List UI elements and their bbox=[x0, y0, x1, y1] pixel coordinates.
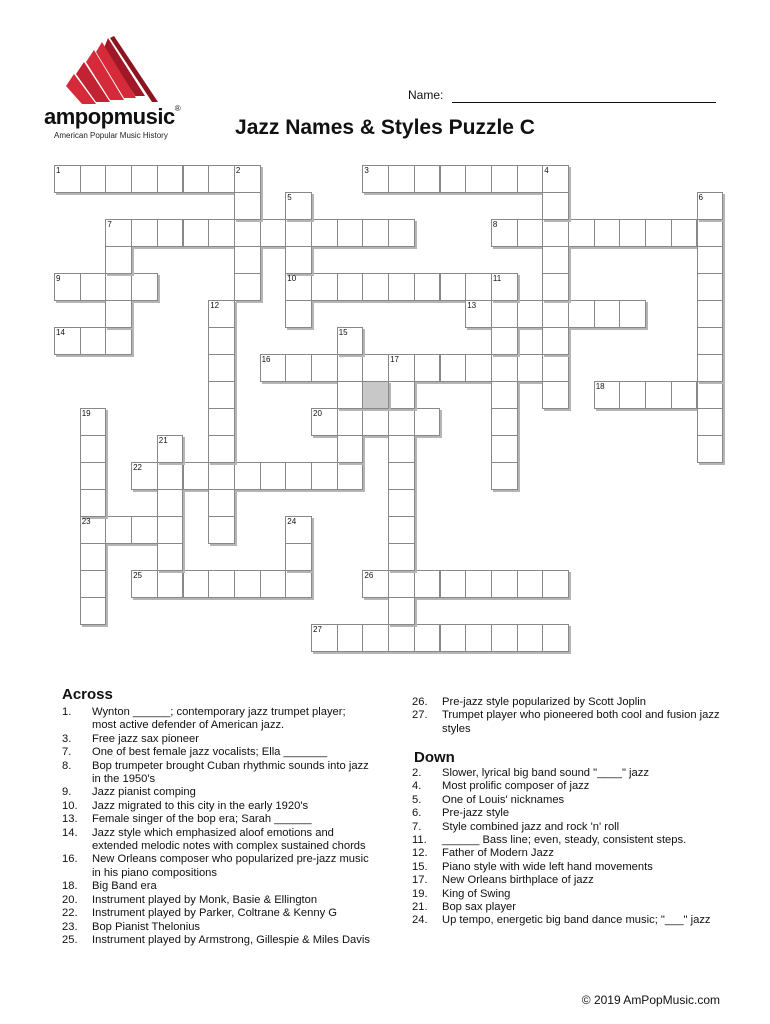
grid-cell[interactable] bbox=[208, 327, 235, 355]
grid-cell[interactable] bbox=[208, 219, 235, 247]
clue-number-25: 25 bbox=[133, 571, 142, 580]
clue-number: 22. bbox=[62, 907, 78, 920]
grid-cell[interactable] bbox=[697, 354, 724, 382]
clue-text: Pre-jazz style bbox=[442, 807, 510, 820]
clue-number: 21. bbox=[412, 901, 428, 914]
grid-cell[interactable] bbox=[388, 489, 415, 517]
grid-cell[interactable] bbox=[491, 624, 518, 652]
grid-cell[interactable] bbox=[260, 462, 287, 490]
grid-cell[interactable] bbox=[542, 219, 569, 247]
grid-cell[interactable] bbox=[619, 219, 646, 247]
grid-cell[interactable] bbox=[414, 624, 441, 652]
grid-cell[interactable] bbox=[388, 165, 415, 193]
clue-number-5: 5 bbox=[287, 193, 292, 202]
clue-text: Father of Modern Jazz bbox=[442, 847, 554, 860]
clue-item bbox=[62, 894, 372, 907]
grid-cell[interactable] bbox=[491, 327, 518, 355]
grid-cell[interactable] bbox=[388, 597, 415, 625]
grid-cell[interactable] bbox=[234, 273, 261, 301]
puzzle-title: Jazz Names & Styles Puzzle C bbox=[235, 116, 535, 139]
across-heading: Across bbox=[62, 686, 113, 703]
grid-cell[interactable] bbox=[157, 516, 184, 544]
clue-number-7: 7 bbox=[107, 220, 112, 229]
clue-number-17: 17 bbox=[390, 355, 399, 364]
clue-number: 25. bbox=[62, 933, 78, 946]
grid-cell[interactable] bbox=[311, 462, 338, 490]
clue-number: 1. bbox=[62, 706, 72, 718]
grid-cell[interactable] bbox=[157, 489, 184, 517]
grid-cell[interactable] bbox=[208, 435, 235, 463]
grid-cell[interactable] bbox=[157, 570, 184, 598]
grid-cell[interactable] bbox=[388, 381, 415, 409]
grid-cell[interactable] bbox=[337, 462, 364, 490]
grid-cell[interactable] bbox=[337, 381, 364, 409]
grid-cell[interactable] bbox=[208, 165, 235, 193]
grid-cell[interactable] bbox=[517, 300, 544, 328]
clue-number: 18. bbox=[62, 880, 78, 893]
clue-item bbox=[62, 853, 372, 880]
grid-cell[interactable] bbox=[234, 192, 261, 220]
grid-cell[interactable] bbox=[105, 273, 132, 301]
grid-cell[interactable] bbox=[105, 327, 132, 355]
clue-item bbox=[62, 733, 372, 746]
clue-item bbox=[62, 813, 372, 826]
clue-number: 2. bbox=[412, 767, 422, 779]
grid-cell[interactable] bbox=[311, 354, 338, 382]
grid-cell[interactable] bbox=[671, 381, 698, 409]
grid-cell[interactable] bbox=[594, 219, 621, 247]
clue-item bbox=[412, 696, 722, 709]
clue-number: 7. bbox=[62, 746, 72, 759]
grid-cell[interactable] bbox=[388, 624, 415, 652]
clue-item bbox=[62, 746, 372, 759]
grid-cell[interactable] bbox=[542, 354, 569, 382]
grid-cell[interactable] bbox=[80, 462, 107, 490]
grid-cell[interactable] bbox=[362, 354, 389, 382]
grid-cell[interactable] bbox=[414, 570, 441, 598]
clue-number: 27. bbox=[412, 709, 428, 722]
clue-number-1: 1 bbox=[56, 166, 61, 175]
clue-number-23: 23 bbox=[81, 517, 91, 526]
clue-item bbox=[412, 709, 722, 736]
grid-cell[interactable] bbox=[491, 165, 518, 193]
clue-text: Bop trumpeter brought Cuban rhythmic sounds into jazz in the 1950's bbox=[92, 759, 369, 786]
clue-text: Female singer of the bop era; Sarah ______ bbox=[92, 813, 312, 826]
clue-number: 19. bbox=[412, 887, 428, 900]
clue-text: Trumpet player who pioneered both cool and fusion jazz styles bbox=[442, 709, 720, 735]
grid-cell[interactable] bbox=[645, 381, 672, 409]
grid-cell[interactable] bbox=[131, 219, 158, 247]
grid-cell[interactable] bbox=[362, 219, 389, 247]
grid-cell[interactable] bbox=[285, 543, 312, 571]
clue-item bbox=[412, 780, 732, 793]
clue-number: 4. bbox=[412, 780, 422, 793]
clue-number-12: 12 bbox=[210, 301, 220, 310]
grid-cell[interactable] bbox=[208, 354, 235, 382]
grid-cell[interactable] bbox=[208, 489, 235, 517]
grid-cell[interactable] bbox=[183, 165, 210, 193]
logo-wordmark: ampopmusic® bbox=[44, 104, 181, 129]
grid-cell[interactable] bbox=[440, 624, 467, 652]
grid-cell[interactable] bbox=[440, 354, 467, 382]
grid-cell[interactable] bbox=[208, 516, 235, 544]
grid-cell[interactable] bbox=[440, 165, 467, 193]
clue-text: Bop Pianist Thelonius bbox=[92, 920, 201, 933]
grid-cell[interactable] bbox=[80, 273, 107, 301]
grid-cell[interactable] bbox=[183, 219, 210, 247]
clue-number-16: 16 bbox=[261, 355, 271, 364]
grid-cell[interactable] bbox=[80, 597, 107, 625]
grid-cell[interactable] bbox=[388, 435, 415, 463]
clue-number-9: 9 bbox=[56, 274, 61, 283]
grid-cell[interactable] bbox=[465, 273, 492, 301]
grid-cell[interactable] bbox=[542, 300, 569, 328]
clue-item bbox=[412, 861, 732, 874]
clue-number-13: 13 bbox=[467, 301, 477, 310]
grid-cell[interactable] bbox=[414, 165, 441, 193]
clue-number-6: 6 bbox=[698, 193, 703, 202]
grid-cell[interactable] bbox=[645, 219, 672, 247]
clue-text: New Orleans birthplace of jazz bbox=[442, 874, 594, 887]
clue-number: 17. bbox=[412, 874, 428, 887]
grid-cell[interactable] bbox=[260, 570, 287, 598]
clue-text: Instrument played by Armstrong, Gillespie & Miles Davis bbox=[92, 933, 370, 946]
grid-cell[interactable] bbox=[671, 219, 698, 247]
grid-cell[interactable] bbox=[697, 435, 724, 463]
grid-cell[interactable] bbox=[80, 327, 107, 355]
clue-number: 24. bbox=[412, 914, 428, 927]
across-clue-list bbox=[62, 706, 372, 947]
grid-cell[interactable] bbox=[465, 354, 492, 382]
grid-cell[interactable] bbox=[105, 300, 132, 328]
clue-number: 10. bbox=[62, 799, 78, 812]
grid-cell[interactable] bbox=[388, 543, 415, 571]
clue-item bbox=[412, 901, 732, 914]
grid-cell[interactable] bbox=[542, 192, 569, 220]
clue-text: Style combined jazz and rock 'n' roll bbox=[442, 820, 620, 833]
clue-number: 8. bbox=[62, 759, 72, 772]
clue-item bbox=[412, 834, 732, 847]
clue-number: 15. bbox=[412, 860, 428, 873]
clue-text: Jazz pianist comping bbox=[92, 786, 196, 799]
grid-cell[interactable] bbox=[465, 570, 492, 598]
clue-number: 13. bbox=[62, 813, 78, 826]
clue-item bbox=[412, 794, 732, 807]
clue-number: 6. bbox=[412, 807, 422, 820]
clue-number-21: 21 bbox=[158, 436, 168, 445]
grid-cell[interactable] bbox=[491, 435, 518, 463]
clue-text: Most prolific composer of jazz bbox=[442, 780, 590, 793]
clue-number: 23. bbox=[62, 920, 78, 933]
clue-number: 16. bbox=[62, 853, 78, 866]
grid-cell[interactable] bbox=[285, 300, 312, 328]
grid-cell[interactable] bbox=[440, 570, 467, 598]
grid-cell[interactable] bbox=[491, 570, 518, 598]
grid-cell[interactable] bbox=[157, 219, 184, 247]
grid-cell[interactable] bbox=[105, 246, 132, 274]
grid-cell[interactable] bbox=[542, 246, 569, 274]
grid-cell[interactable] bbox=[208, 462, 235, 490]
grid-cell[interactable] bbox=[157, 543, 184, 571]
grid-cell[interactable] bbox=[388, 462, 415, 490]
grid-cell[interactable] bbox=[131, 516, 158, 544]
grid-cell[interactable] bbox=[542, 273, 569, 301]
grid-cell[interactable] bbox=[388, 570, 415, 598]
name-label: Name: bbox=[408, 88, 444, 102]
grid-cell[interactable] bbox=[311, 219, 338, 247]
clue-number: 26. bbox=[412, 696, 428, 708]
grid-cell[interactable] bbox=[388, 273, 415, 301]
clue-number-8: 8 bbox=[492, 220, 498, 229]
clue-number: 9. bbox=[62, 786, 72, 799]
clue-text: Wynton ______; contemporary jazz trumpet player; most active defender of American jazz. bbox=[92, 706, 346, 732]
grid-cell[interactable] bbox=[80, 543, 107, 571]
grid-cell[interactable] bbox=[568, 300, 595, 328]
grid-cell[interactable] bbox=[337, 408, 364, 436]
clue-item bbox=[412, 847, 732, 860]
grid-cell[interactable] bbox=[542, 624, 569, 652]
clue-item bbox=[412, 807, 732, 820]
clue-text: Jazz migrated to this city in the early 1920's bbox=[92, 799, 309, 812]
clue-number-3: 3 bbox=[364, 166, 369, 175]
logo-tagline: American Popular Music History bbox=[54, 131, 168, 140]
grid-cell[interactable] bbox=[414, 408, 441, 436]
grid-cell[interactable] bbox=[491, 354, 518, 382]
clue-text: Bop sax player bbox=[442, 901, 517, 914]
grid-cell[interactable] bbox=[388, 408, 415, 436]
grid-cell[interactable] bbox=[80, 165, 107, 193]
clue-item bbox=[62, 827, 372, 854]
clue-text: King of Swing bbox=[442, 887, 511, 900]
grid-cell[interactable] bbox=[542, 381, 569, 409]
grid-cell[interactable] bbox=[517, 570, 544, 598]
grid-cell[interactable] bbox=[517, 624, 544, 652]
grid-cell[interactable] bbox=[208, 570, 235, 598]
clue-item bbox=[62, 800, 372, 813]
grid-cell[interactable] bbox=[697, 219, 724, 247]
clue-number-20: 20 bbox=[313, 409, 322, 418]
grid-cell[interactable] bbox=[80, 489, 107, 517]
grid-cell[interactable] bbox=[465, 624, 492, 652]
clue-item bbox=[62, 760, 372, 787]
grid-cell[interactable] bbox=[157, 165, 184, 193]
grid-cell[interactable] bbox=[234, 219, 261, 247]
grid-cell[interactable] bbox=[697, 408, 724, 436]
grid-cell[interactable] bbox=[697, 246, 724, 274]
grid-cell[interactable] bbox=[697, 273, 724, 301]
clue-text: Slower, lyrical big band sound "____" jazz bbox=[442, 767, 649, 779]
grid-cell[interactable] bbox=[285, 246, 312, 274]
grid-cell[interactable] bbox=[337, 354, 364, 382]
grid-cell[interactable] bbox=[337, 624, 364, 652]
down-clue-list bbox=[412, 767, 732, 928]
clue-text: One of Louis' nicknames bbox=[442, 793, 565, 806]
shaded-grid-cell bbox=[362, 381, 389, 409]
grid-cell[interactable] bbox=[697, 327, 724, 355]
grid-cell[interactable] bbox=[362, 624, 389, 652]
clue-number-2: 2 bbox=[235, 166, 241, 175]
grid-cell[interactable] bbox=[619, 381, 646, 409]
grid-cell[interactable] bbox=[183, 570, 210, 598]
clue-item bbox=[62, 907, 372, 920]
grid-cell[interactable] bbox=[234, 570, 261, 598]
grid-cell[interactable] bbox=[337, 273, 364, 301]
clue-number: 5. bbox=[412, 793, 422, 806]
clue-text: Piano style with wide left hand movements bbox=[442, 860, 653, 873]
grid-cell[interactable] bbox=[285, 462, 312, 490]
clue-text: New Orleans composer who popularized pre-jazz music in his piano compositions bbox=[92, 853, 369, 879]
clue-item bbox=[412, 874, 732, 887]
grid-cell[interactable] bbox=[388, 516, 415, 544]
grid-cell[interactable] bbox=[465, 165, 492, 193]
grid-cell[interactable] bbox=[697, 381, 724, 409]
clue-text: Big Band era bbox=[92, 880, 157, 893]
clue-number-26: 26 bbox=[364, 571, 374, 580]
clue-item bbox=[412, 767, 732, 780]
grid-cell[interactable] bbox=[594, 300, 621, 328]
grid-cell[interactable] bbox=[285, 354, 312, 382]
grid-cell[interactable] bbox=[234, 246, 261, 274]
grid-cell[interactable] bbox=[80, 570, 107, 598]
grid-cell[interactable] bbox=[517, 219, 544, 247]
grid-cell[interactable] bbox=[337, 435, 364, 463]
clue-number-24: 24 bbox=[287, 517, 297, 526]
clue-item bbox=[62, 786, 372, 799]
clue-number: 14. bbox=[62, 826, 78, 839]
grid-cell[interactable] bbox=[388, 219, 415, 247]
grid-cell[interactable] bbox=[105, 165, 132, 193]
clue-item bbox=[412, 821, 732, 834]
clue-number-14: 14 bbox=[56, 328, 65, 337]
clue-number: 11. bbox=[412, 834, 427, 847]
grid-cell[interactable] bbox=[234, 462, 261, 490]
grid-cell[interactable] bbox=[697, 300, 724, 328]
copyright-notice: © 2019 AmPopMusic.com bbox=[581, 993, 720, 1007]
grid-cell[interactable] bbox=[491, 300, 518, 328]
down-heading: Down bbox=[414, 749, 455, 766]
grid-cell[interactable] bbox=[542, 570, 569, 598]
grid-cell[interactable] bbox=[208, 381, 235, 409]
clue-text: Instrument played by Monk, Basie & Ellington bbox=[92, 893, 318, 906]
grid-cell[interactable] bbox=[285, 219, 312, 247]
grid-cell[interactable] bbox=[362, 273, 389, 301]
clue-item bbox=[62, 934, 372, 947]
grid-cell[interactable] bbox=[491, 408, 518, 436]
clue-number: 12. bbox=[412, 847, 428, 860]
clue-number-11: 11 bbox=[492, 274, 502, 283]
clue-text: Free jazz sax pioneer bbox=[92, 732, 199, 745]
grid-cell[interactable] bbox=[517, 165, 544, 193]
grid-cell[interactable] bbox=[80, 435, 107, 463]
grid-cell[interactable] bbox=[183, 462, 210, 490]
clue-number-18: 18 bbox=[595, 382, 605, 391]
grid-cell[interactable] bbox=[414, 354, 441, 382]
grid-cell[interactable] bbox=[208, 408, 235, 436]
grid-cell[interactable] bbox=[285, 570, 312, 598]
clue-text: ______ Bass line; even, steady, consistent steps. bbox=[442, 834, 687, 847]
clue-number-22: 22 bbox=[133, 463, 142, 472]
clue-item bbox=[412, 914, 732, 927]
clue-text: Pre-jazz style popularized by Scott Joplin bbox=[442, 696, 646, 708]
clue-text: Instrument played by Parker, Coltrane & Kenny G bbox=[92, 907, 338, 920]
grid-cell[interactable] bbox=[491, 462, 518, 490]
grid-cell[interactable] bbox=[105, 516, 132, 544]
grid-cell[interactable] bbox=[542, 327, 569, 355]
clue-item bbox=[62, 921, 372, 934]
clue-text: One of best female jazz vocalists; Ella _______ bbox=[92, 746, 328, 759]
clue-number: 20. bbox=[62, 893, 78, 906]
clue-number-27: 27 bbox=[313, 625, 322, 634]
clue-number: 3. bbox=[62, 732, 72, 745]
clue-number-19: 19 bbox=[81, 409, 91, 418]
grid-cell[interactable] bbox=[131, 165, 158, 193]
grid-cell[interactable] bbox=[260, 219, 287, 247]
clue-item bbox=[62, 880, 372, 893]
grid-cell[interactable] bbox=[491, 381, 518, 409]
grid-cell[interactable] bbox=[619, 300, 646, 328]
grid-cell[interactable] bbox=[362, 408, 389, 436]
clue-text: Jazz style which emphasized aloof emotions and extended melodic notes with complex sustained chords bbox=[92, 826, 366, 853]
clue-item bbox=[62, 706, 372, 733]
grid-cell[interactable] bbox=[311, 273, 338, 301]
across-clue-list-continued bbox=[412, 696, 722, 736]
clue-item bbox=[412, 888, 732, 901]
clue-text: Up tempo, energetic big band dance music; "___" jazz bbox=[442, 914, 711, 927]
clue-number-4: 4 bbox=[544, 166, 549, 175]
grid-cell[interactable] bbox=[568, 219, 595, 247]
grid-cell[interactable] bbox=[131, 273, 158, 301]
clue-number: 7. bbox=[412, 820, 422, 833]
grid-cell[interactable] bbox=[337, 219, 364, 247]
clue-number-15: 15 bbox=[338, 328, 348, 337]
grid-cell[interactable] bbox=[414, 273, 441, 301]
grid-cell[interactable] bbox=[440, 273, 467, 301]
grid-cell[interactable] bbox=[517, 354, 544, 382]
clue-number-10: 10 bbox=[287, 274, 297, 283]
grid-cell[interactable] bbox=[157, 462, 184, 490]
